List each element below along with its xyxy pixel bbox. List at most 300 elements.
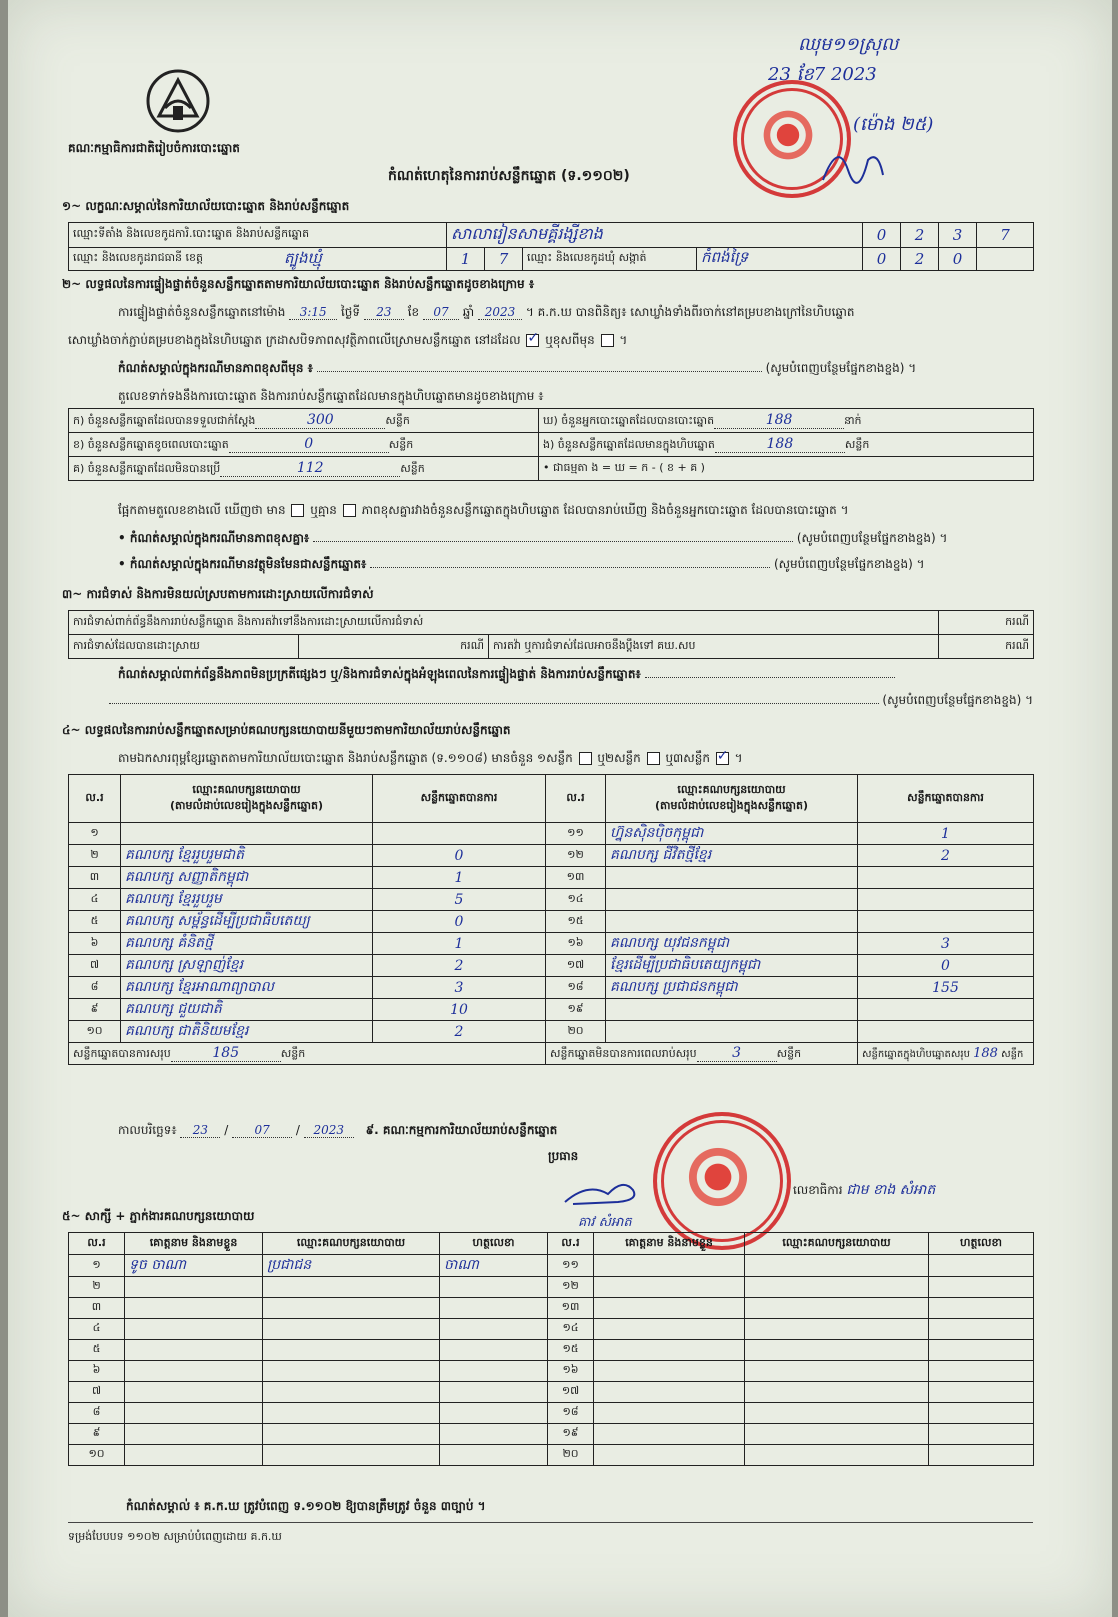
- witness-name-right[interactable]: [594, 1298, 745, 1319]
- witness-name-right[interactable]: [594, 1445, 745, 1466]
- count-ngo-label: ង) ចំនួនសន្លឹកឆ្នោតដែលមានក្នុងហិបឆ្នោត: [543, 437, 715, 451]
- witness-party-left: [263, 1403, 440, 1424]
- witness-sig-left: [440, 1361, 548, 1382]
- verify-day: 23: [364, 305, 404, 320]
- results-party-sub-right: (តាមលំដាប់លេខរៀងក្នុងសន្លឹកឆ្នោត): [655, 798, 808, 812]
- witness-sig-left: ចាណា: [440, 1255, 548, 1277]
- result-votes-right: 3: [858, 933, 1034, 955]
- witness-party-right[interactable]: [745, 1445, 929, 1466]
- result-votes-left: 0: [373, 911, 546, 933]
- witness-name-left: [125, 1277, 263, 1298]
- result-party-left: [121, 823, 373, 845]
- table-row: [69, 1298, 1034, 1319]
- section5-heading: ៥~ សាក្សី + ភ្នាក់ងារគណបក្សនយោបាយ: [62, 1209, 255, 1223]
- result-votes-left: 1: [373, 867, 546, 889]
- objection-row1-label: ការជំទាស់ពាក់ព័ន្ធនឹងការរាប់សន្លឹកឆ្នោត និងការតវ៉ាទៅនឹងការដោះស្រាយលើការជំទាស់: [69, 611, 939, 635]
- results-col-no-right: ល.រ: [546, 775, 606, 823]
- compare-line: [118, 502, 849, 520]
- compare-text-a: ផ្អែកតាមតួលេខខាងលើ ឃើញថា មាន: [118, 503, 286, 517]
- bullet-non-ballot-fill: (សូមបំពេញបន្ថែមផ្នែកខាងខ្នង) ។: [773, 557, 925, 571]
- witness-no-left: ១: [69, 1255, 125, 1277]
- total-invalid-unit: សន្លឹក: [776, 1046, 802, 1060]
- objection-appeal-label: ការតវ៉ា ឬការជំទាស់ដែលអាចនឹងប្តឹងទៅ គឃ.សប: [489, 635, 939, 659]
- witness-no-right: ១៧: [548, 1382, 594, 1403]
- seal-line: [68, 332, 627, 350]
- witness-sig-left: [440, 1445, 548, 1466]
- witness-name-right[interactable]: [594, 1403, 745, 1424]
- section4-heading: ៤~ លទ្ធផលនៃការរាប់សន្លឹកឆ្នោតសម្រាប់គណបក្សនយោបាយនីមួយៗតាមការិយាល័យរាប់សន្លឹកឆ្នោត: [62, 723, 511, 737]
- witness-party-right[interactable]: [745, 1424, 929, 1445]
- witness-party-right[interactable]: [745, 1255, 929, 1277]
- result-party-right: [606, 867, 858, 889]
- result-no-right: ២០: [546, 1021, 606, 1043]
- objection-note-line2: [68, 692, 1033, 710]
- witness-party-left: [263, 1361, 440, 1382]
- count-ko-unit: សន្លឹក: [400, 461, 425, 475]
- witness-name-left: ទូច ចាណា: [125, 1255, 263, 1277]
- witness-no-left: ៥: [69, 1340, 125, 1361]
- count-gho-label: ឃ) ចំនួនអ្នកបោះឆ្នោតដែលបានបោះឆ្នោត: [543, 413, 715, 427]
- witness-sig-left: [440, 1424, 548, 1445]
- result-votes-right: 0: [858, 955, 1034, 977]
- witness-party-right[interactable]: [745, 1382, 929, 1403]
- result-no-left: ៧: [69, 955, 121, 977]
- bullet-difference-label: • កំណត់សម្គាល់ក្នុងករណីមានភាពខុសគ្នា៖: [118, 531, 310, 545]
- witness-no-right: ១៩: [548, 1424, 594, 1445]
- verify-text-c: ខែ: [407, 305, 420, 319]
- result-party-left: គណបក្ស ខ្មែររួបរួម: [121, 889, 373, 911]
- result-no-right: ១៤: [546, 889, 606, 911]
- result-party-right: ខ្មែរដើម្បីប្រជាធិបតេយ្យកម្ពុជា: [606, 955, 858, 977]
- result-no-right: ១៣: [546, 867, 606, 889]
- witness-table: [68, 1232, 1034, 1466]
- witness-no-left: ២: [69, 1277, 125, 1298]
- commune-code-1: 0: [863, 248, 901, 271]
- result-sheets-text: តាមឯកសារពុម្ពខ្សែរឆ្នោតតាមការិយាល័យបោះឆ្នោត និងរាប់សន្លឹកឆ្នោត (ទ.១១០៨) មានចំនួន ១សន្លឹក: [118, 751, 573, 765]
- witness-sig-right[interactable]: [929, 1319, 1034, 1340]
- result-votes-right: [858, 889, 1034, 911]
- result-no-right: ១៧: [546, 955, 606, 977]
- result-no-left: ១០: [69, 1021, 121, 1043]
- table-row: [69, 1382, 1034, 1403]
- table-row: [69, 1445, 1034, 1466]
- results-party-sub-left: (តាមលំដាប់លេខរៀងក្នុងសន្លឹកឆ្នោត): [170, 798, 323, 812]
- table-row: [69, 1403, 1034, 1424]
- result-party-left: គណបក្ស ខ្មែរអាណាព្យាបាល: [121, 977, 373, 999]
- result-votes-left: 5: [373, 889, 546, 911]
- result-no-left: ៩: [69, 999, 121, 1021]
- result-party-right: [606, 889, 858, 911]
- total-invalid-cell: [546, 1043, 858, 1065]
- count-ka-cell: [69, 409, 539, 433]
- footer-divider: [68, 1522, 1033, 1523]
- witness-name-right[interactable]: [594, 1319, 745, 1340]
- count-formula: • ជាធម្មតា ង = ឃ = ក - ( ខ + គ ): [539, 457, 1034, 481]
- count-ko-label: គ) ចំនួនសន្លឹកឆ្នោតដែលមិនបានប្រើ: [73, 461, 221, 475]
- witness-body: [69, 1255, 1034, 1466]
- verify-text-e: ។ គ.ក.ឃ បានពិនិត្យ៖ សោឃ្លាំងទាំងពីរចាក់នៅគម្របខាងក្រៅនៃហិបឆ្នោត: [525, 305, 855, 319]
- seal-text-c: ។: [619, 333, 628, 347]
- province-label: ឈ្មោះ និងលេខកូដរាជធានី ខេត្ត: [73, 251, 203, 264]
- count-ka-label: ក) ចំនួនសន្លឹកឆ្នោតដែលបានទទួលជាក់ស្តែង: [73, 413, 256, 427]
- witness-col-party-right: ឈ្មោះគណបក្សនយោបាយ: [745, 1233, 929, 1255]
- witness-no-right: ១១: [548, 1255, 594, 1277]
- table-row: [69, 823, 1034, 845]
- witness-sig-left: [440, 1403, 548, 1424]
- official-stamp-bottom: [653, 1112, 791, 1250]
- witness-party-right[interactable]: [745, 1403, 929, 1424]
- witness-name-left: [125, 1403, 263, 1424]
- result-votes-right: [858, 1021, 1034, 1043]
- received-time-note: (ម៉ោង ២៥): [853, 114, 934, 135]
- count-gho-cell: [539, 409, 1034, 433]
- president-label: ប្រធាន: [548, 1149, 579, 1163]
- province-value: ត្បូងឃ្មុំ: [284, 249, 322, 267]
- witness-no-right: ១៥: [548, 1340, 594, 1361]
- objection-resolved-label: ការជំទាស់ដែលបានដោះស្រាយ: [69, 635, 299, 659]
- result-no-left: ៨: [69, 977, 121, 999]
- witness-no-left: ១០: [69, 1445, 125, 1466]
- witness-name-left: [125, 1424, 263, 1445]
- nec-logo-icon: [145, 66, 211, 136]
- objection-note-label: កំណត់សម្គាល់ពាក់ព័ន្ធនឹងភាពមិនប្រក្រតីផ្សេងៗ ឬ/និងការជំទាស់ក្នុងអំឡុងពេលនៃការផ្ទៀងផ្ទាត់ និងការរាប់សន្លឹកឆ្នោត៖: [118, 667, 641, 681]
- count-ngo-value: 188: [715, 436, 845, 453]
- seal-text-b: ឬខុសពីមុន: [545, 333, 595, 347]
- result-votes-left: 2: [373, 955, 546, 977]
- witness-no-right: ២០: [548, 1445, 594, 1466]
- received-note: ឈុម១១ស្រុល: [798, 34, 899, 55]
- secretary-line: [793, 1180, 935, 1201]
- one-sheet-checkbox[interactable]: [579, 752, 592, 765]
- witness-party-left: [263, 1445, 440, 1466]
- verify-year: 2023: [478, 305, 522, 320]
- commune-code-2: 2: [901, 248, 939, 271]
- date-year: 2023: [304, 1123, 354, 1138]
- date-line: កាលបរិច្ឆេទ៖ 23 / 07 / 2023 ៩. គណៈកម្មការការិយាល័យរាប់សន្លឹកឆ្នោត: [118, 1123, 558, 1137]
- result-no-left: ៣: [69, 867, 121, 889]
- witness-col-sig-right: ហត្ថលេខា: [929, 1233, 1034, 1255]
- witness-col-no-left: ល.រ: [69, 1233, 125, 1255]
- result-no-left: ៦: [69, 933, 121, 955]
- president-signature-icon: [563, 1172, 643, 1212]
- result-sheets-end: ។: [734, 751, 743, 765]
- result-votes-right: [858, 911, 1034, 933]
- result-party-left: គណបក្ស គំនិតថ្មី: [121, 933, 373, 955]
- witness-name-right[interactable]: [594, 1382, 745, 1403]
- changed-checkbox[interactable]: [601, 334, 614, 347]
- total-box-cell: [858, 1043, 1034, 1065]
- table-row: [69, 933, 1034, 955]
- table-row: [69, 977, 1034, 999]
- results-col-party-right: [606, 775, 858, 823]
- witness-no-left: ៨: [69, 1403, 125, 1424]
- witness-sig-right[interactable]: [929, 1382, 1034, 1403]
- commune-code-3: 0: [939, 248, 977, 271]
- count-ko-cell: [69, 457, 539, 481]
- table-row: [69, 1361, 1034, 1382]
- counts-intro: តួលេខទាក់ទងនឹងការបោះឆ្នោត និងការរាប់សន្លឹកឆ្នោតដែលមានក្នុងហិបឆ្នោតមានដូចខាងក្រោម ៖: [118, 389, 544, 403]
- result-party-right: [606, 999, 858, 1021]
- result-votes-left: 10: [373, 999, 546, 1021]
- witness-sig-left: [440, 1277, 548, 1298]
- count-kha-value: 0: [229, 436, 389, 453]
- witness-col-no-right: ល.រ: [548, 1233, 594, 1255]
- footer-note: កំណត់សម្គាល់ ៖ គ.ក.ឃ ត្រូវបំពេញ ទ.១១០២ ឱ្យបានត្រឹមត្រូវ ចំនួន ៣ច្បាប់ ។: [126, 1499, 486, 1513]
- table-row: [69, 1340, 1034, 1361]
- witness-sig-right[interactable]: [929, 1298, 1034, 1319]
- total-box-unit: សន្លឹក: [1001, 1048, 1024, 1060]
- seal-text-a: សោឃ្លាំងចាក់ភ្ជាប់គម្របខាងក្នុងនៃហិបឆ្នោត ក្រដាសបិទភាពសុវត្ថិភាពលើស្រោមសន្លឹកឆ្នោត នៅដដែល: [68, 333, 521, 347]
- witness-name-left: [125, 1298, 263, 1319]
- witness-sig-right[interactable]: [929, 1445, 1034, 1466]
- difference-note-label: កំណត់សម្គាល់ក្នុងករណីមានភាពខុសពីមុន ៖: [118, 361, 313, 375]
- result-no-right: ១២: [546, 845, 606, 867]
- date-month: 07: [232, 1123, 292, 1138]
- witness-party-left: [263, 1277, 440, 1298]
- verification-line: [118, 304, 855, 322]
- result-no-right: ១៥: [546, 911, 606, 933]
- witness-col-name-right: គោត្តនាម និងនាមខ្លួន: [594, 1233, 745, 1255]
- doc-title: កំណត់ហេតុនៃការរាប់សន្លឹកឆ្នោត (ទ.១១០២): [388, 168, 630, 184]
- witness-name-right[interactable]: [594, 1255, 745, 1277]
- total-invalid-value: 3: [697, 1045, 777, 1062]
- site-label: ឈ្មោះទីតាំង និងលេខកូដការិ.បោះឆ្នោត និងរាប់សន្លឹកឆ្នោត: [69, 223, 447, 248]
- witness-name-left: [125, 1382, 263, 1403]
- table-row: [69, 1277, 1034, 1298]
- result-votes-left: 3: [373, 977, 546, 999]
- date-label: កាលបរិច្ឆេទ៖: [118, 1123, 177, 1137]
- table-row: [69, 889, 1034, 911]
- count-gho-unit: នាក់: [844, 413, 862, 427]
- witness-party-left: [263, 1340, 440, 1361]
- section1-heading: ១~ លក្ខណៈសម្គាល់នៃការិយាល័យបោះឆ្នោត និងរាប់សន្លឹកឆ្នោត: [62, 199, 350, 213]
- witness-party-left: ប្រជាជន: [263, 1255, 440, 1277]
- witness-party-right[interactable]: [745, 1298, 929, 1319]
- witness-no-right: ១៦: [548, 1361, 594, 1382]
- commune-label: ឈ្មោះ និងលេខកូដឃុំ សង្កាត់: [523, 248, 697, 271]
- two-sheets-label: ឬ២សន្លឹក: [597, 751, 641, 765]
- objection-row1-case: ករណី: [939, 611, 1034, 635]
- total-box-value: 188: [973, 1045, 998, 1061]
- witness-no-right: ១៤: [548, 1319, 594, 1340]
- witness-sig-right[interactable]: [929, 1361, 1034, 1382]
- result-votes-left: 1: [373, 933, 546, 955]
- witness-no-left: ៦: [69, 1361, 125, 1382]
- witness-party-left: [263, 1382, 440, 1403]
- footer-form: ទម្រង់បែបបទ ១១០២ សម្រាប់បំពេញដោយ គ.ក.ឃ: [68, 1530, 282, 1543]
- results-party-head-left: ឈ្មោះគណបក្សនយោបាយ: [192, 782, 301, 796]
- difference-note-fill: (សូមបំពេញបន្ថែមផ្នែកខាងខ្នង) ។: [765, 361, 917, 375]
- witness-no-right: ១៨: [548, 1403, 594, 1424]
- result-votes-left: [373, 823, 546, 845]
- witness-party-left: [263, 1424, 440, 1445]
- witness-party-right[interactable]: [745, 1277, 929, 1298]
- commune-value: កំពង់ទ្រៃ: [697, 248, 863, 271]
- witness-col-sig-left: ហត្ថលេខា: [440, 1233, 548, 1255]
- witness-name-left: [125, 1340, 263, 1361]
- section1-table: [68, 222, 1034, 271]
- result-no-right: ១៩: [546, 999, 606, 1021]
- witness-col-party-left: ឈ្មោះគណបក្សនយោបាយ: [263, 1233, 440, 1255]
- document-page: [8, 0, 1112, 1617]
- witness-sig-left: [440, 1298, 548, 1319]
- result-no-left: ១: [69, 823, 121, 845]
- result-votes-right: [858, 999, 1034, 1021]
- result-party-right: គណបក្ស ប្រជាជនកម្ពុជា: [606, 977, 858, 999]
- result-no-left: ៥: [69, 911, 121, 933]
- witness-sig-right[interactable]: [929, 1255, 1034, 1277]
- objection-fill: (សូមបំពេញបន្ថែមផ្នែកខាងខ្នង) ។: [882, 693, 1033, 707]
- total-box-label: សន្លឹកឆ្នោតក្នុងហិបឆ្នោតសរុប: [862, 1048, 970, 1060]
- count-ka-unit: សន្លឹក: [385, 413, 410, 427]
- counts-table: [68, 408, 1034, 481]
- no-difference-checkbox[interactable]: [343, 504, 356, 517]
- result-votes-right: 155: [858, 977, 1034, 999]
- province-code-2: 7: [485, 248, 523, 271]
- witness-sig-left: [440, 1382, 548, 1403]
- verify-text-a: ការផ្ទៀងផ្ទាត់ចំនួនសន្លឹកឆ្នោតនៅម៉ោង: [118, 305, 286, 319]
- bullet-difference-fill: (សូមបំពេញបន្ថែមផ្នែកខាងខ្នង) ។: [796, 531, 948, 545]
- result-no-right: ១១: [546, 823, 606, 845]
- results-col-party-left: [121, 775, 373, 823]
- result-party-right: ហ្វ៊ុនស៊ិនប៉ិចកុម្ពុជា: [606, 823, 858, 845]
- witness-name-right[interactable]: [594, 1340, 745, 1361]
- total-invalid-label: សន្លឹកឆ្នោតមិនបានការពេលរាប់សរុប: [550, 1046, 697, 1060]
- result-party-left: គណបក្ស ខ្មែររួបរួមជាតិ: [121, 845, 373, 867]
- witness-party-left: [263, 1298, 440, 1319]
- table-row: [69, 999, 1034, 1021]
- witness-name-left: [125, 1361, 263, 1382]
- result-votes-right: 2: [858, 845, 1034, 867]
- total-valid-unit: សន្លឹក: [280, 1046, 306, 1060]
- bullet-difference: [118, 530, 947, 548]
- site-code-3: 3: [939, 223, 977, 248]
- total-valid-value: 185: [171, 1045, 281, 1062]
- witness-no-right: ១២: [548, 1277, 594, 1298]
- witness-col-name-left: គោត្តនាម និងនាមខ្លួន: [125, 1233, 263, 1255]
- received-date-note: 23 ខែ7 2023: [768, 64, 877, 85]
- result-party-left: គណបក្ស ស្រឡាញ់ខ្មែរ: [121, 955, 373, 977]
- table-row: [69, 955, 1034, 977]
- site-code-4: 7: [977, 223, 1034, 248]
- date-day: 23: [180, 1123, 220, 1138]
- result-party-right: [606, 1021, 858, 1043]
- count-gho-value: 188: [714, 412, 844, 429]
- two-sheets-checkbox[interactable]: [647, 752, 660, 765]
- witness-name-left: [125, 1445, 263, 1466]
- witness-sig-left: [440, 1319, 548, 1340]
- witness-name-left: [125, 1319, 263, 1340]
- secretary-label: លេខាធិការ: [793, 1183, 843, 1197]
- unchanged-checkbox[interactable]: [526, 334, 539, 347]
- count-ngo-unit: សន្លឹក: [844, 437, 870, 451]
- province-code-1: 1: [447, 248, 485, 271]
- count-ko-value: 112: [220, 460, 400, 477]
- objection-note: [118, 666, 895, 684]
- verify-time: 3:15: [289, 305, 337, 320]
- results-col-votes-left: សន្លឹកឆ្នោតបានការ: [373, 775, 546, 823]
- result-votes-right: 1: [858, 823, 1034, 845]
- witness-name-right[interactable]: [594, 1361, 745, 1382]
- result-party-left: គណបក្ស ជាតិនិយមខ្មែរ: [121, 1021, 373, 1043]
- witness-sig-right[interactable]: [929, 1424, 1034, 1445]
- witness-name-right[interactable]: [594, 1277, 745, 1298]
- site-code-2: 2: [901, 223, 939, 248]
- witness-party-right[interactable]: [745, 1340, 929, 1361]
- count-kha-unit: សន្លឹក: [388, 437, 414, 451]
- witness-sig-right[interactable]: [929, 1340, 1034, 1361]
- three-sheets-checkbox[interactable]: [716, 752, 729, 765]
- bullet-non-ballot-label: • កំណត់សម្គាល់ក្នុងករណីមានវត្ថុមិនមែនជាសន្លឹកឆ្នោត៖: [118, 557, 367, 571]
- has-difference-checkbox[interactable]: [291, 504, 304, 517]
- province-row: [69, 248, 447, 271]
- table-row: [69, 1255, 1034, 1277]
- compare-text-c: ភាពខុសគ្នារវាងចំនួនសន្លឹកឆ្នោតក្នុងហិបឆ្នោត ដែលបានរាប់ឃើញ និងចំនួនអ្នកបោះឆ្នោត ដែលបានបោះឆ្នោត ។: [361, 503, 849, 517]
- witness-party-right[interactable]: [745, 1319, 929, 1340]
- results-body: [69, 823, 1034, 1043]
- result-no-right: ១៨: [546, 977, 606, 999]
- result-sheets-line: [118, 750, 743, 768]
- witness-no-left: ៧: [69, 1382, 125, 1403]
- result-party-right: [606, 911, 858, 933]
- org-name: គណៈកម្មាធិការជាតិរៀបចំការបោះឆ្នោត: [68, 141, 240, 155]
- witness-party-right[interactable]: [745, 1361, 929, 1382]
- bullet-non-ballot: [118, 556, 925, 574]
- table-row: [69, 911, 1034, 933]
- witness-no-left: ៤: [69, 1319, 125, 1340]
- witness-sig-left: [440, 1340, 548, 1361]
- witness-party-left: [263, 1319, 440, 1340]
- table-row: [69, 845, 1034, 867]
- witness-sig-right[interactable]: [929, 1403, 1034, 1424]
- result-party-left: គណបក្ស សញ្ញាតិកម្ពុជា: [121, 867, 373, 889]
- count-kha-label: ខ) ចំនួនសន្លឹកឆ្នោតខូចពេលបោះឆ្នោត: [73, 437, 229, 451]
- count-kha-cell: [69, 433, 539, 457]
- result-no-left: ២: [69, 845, 121, 867]
- result-party-right: គណបក្ស យុវជនកម្ពុជា: [606, 933, 858, 955]
- results-col-no-left: ល.រ: [69, 775, 121, 823]
- result-party-right: គណបក្ស ជីវិតថ្មីខ្មែរ: [606, 845, 858, 867]
- committee-label: ៩. គណៈកម្មការការិយាល័យរាប់សន្លឹកឆ្នោត: [365, 1123, 558, 1137]
- objection-resolved-case: ករណី: [299, 635, 489, 659]
- witness-sig-right[interactable]: [929, 1277, 1034, 1298]
- verify-text-b: ថ្ងៃទី: [341, 305, 361, 319]
- witness-name-right[interactable]: [594, 1424, 745, 1445]
- verify-text-d: ឆ្នាំ: [462, 305, 475, 319]
- table-row: [69, 1424, 1034, 1445]
- result-party-left: គណបក្ស សម្ព័ន្ធដើម្បីប្រជាធិបតេយ្យ: [121, 911, 373, 933]
- result-votes-left: 0: [373, 845, 546, 867]
- witness-no-right: ១៣: [548, 1298, 594, 1319]
- objection-table: [68, 610, 1034, 659]
- result-votes-right: [858, 867, 1034, 889]
- section3-heading: ៣~ ការជំទាស់ និងការមិនយល់ស្របតាមការដោះស្រាយលើការជំទាស់: [62, 587, 374, 601]
- difference-note: [118, 360, 1038, 378]
- count-ka-value: 300: [255, 412, 385, 429]
- results-table: [68, 774, 1034, 1065]
- results-party-head-right: ឈ្មោះគណបក្សនយោបាយ: [677, 782, 786, 796]
- secretary-name: ជាម ខាង សំអាត: [846, 1182, 936, 1198]
- site-code-1: 0: [863, 223, 901, 248]
- count-ngo-cell: [539, 433, 1034, 457]
- table-row: [69, 1021, 1034, 1043]
- site-value: សាលារៀនសាមគ្គីរង្សីខាង: [447, 223, 863, 248]
- result-party-left: គណបក្ស ជួយជាតិ: [121, 999, 373, 1021]
- witness-no-left: ៩: [69, 1424, 125, 1445]
- three-sheets-label: ឬ៣សន្លឹក: [665, 751, 710, 765]
- signature-top-icon: [818, 140, 888, 190]
- table-row: [69, 1319, 1034, 1340]
